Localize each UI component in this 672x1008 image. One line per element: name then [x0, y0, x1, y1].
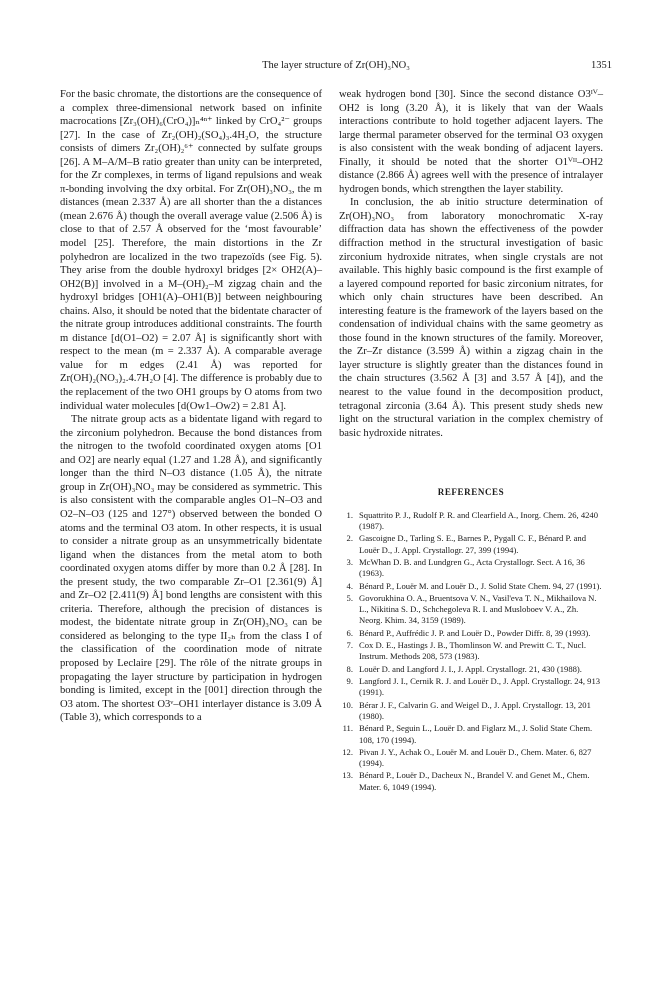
reference-text: Govorukhina O. A., Bruentsova V. N., Vasil'eva T. N., Mikhailova N. L., Nikitina S. D., Schchegoleva R. I. and Musloboev V. A., Zh. Neorg. Khim. 34, 3159 (1989).: [359, 592, 597, 626]
reference-item: [339, 676, 603, 698]
reference-item: [339, 664, 603, 675]
reference-text: Langford J. I., Cernik R. J. and Louër D., J. Appl. Crystallogr. 24, 913 (1991).: [359, 676, 601, 698]
reference-text: Louër D. and Langford J. I., J. Appl. Crystallogr. 21, 430 (1988).: [359, 663, 582, 674]
paragraph-distortions: For the basic chromate, the distortions are the consequence of a complex three-dimensional network based on infinite macrocations [Zr₃(OH)₆(CrO₄)]ₙ⁴ⁿ⁺ linked by CrO₄²⁻ groups [27]. In the case of Zr₂(OH)₂(SO₄)₃.4H₂O, the structure consists of dimers Zr₂(OH)₂⁶⁺ connected by sulfate groups [26]. A M–A/M–B ratio greater than unity can be interpreted, for the Zr complexes, in terms of ligand repulsions and weak π-bonding involving the dxy orbital. For Zr(OH)₃NO₃, the m distances (mean 2.337 Å) are all shorter than the a distances (mean 2.676 Å) though the overall average value (2.506 Å) is close to that of 2.57 Å observed for the ‘most favourable’ model [25]. Therefore, the main distortions in the Zr polyhedron are localized in the two trapezoïds (see Fig. 5). They arise from the double hydroxyl bridges [2× OH2(A)–OH2(B)] involved in a M–(OH)₂–M zigzag chain and the hydroxyl bridges [OH1(A)–OH1(B)] between neighbouring chains. Also, it should be noted that the bidentate character of the nitrate group introduces additional constraints. The fourth m distance [d(O1–O2) = 2.07 Å] is significantly short with respect to the mean (m = 2.337 Å). A comparable average value for m edges (2.41 Å) was reported for Zr(OH)₂(NO₃)₂.4.7H₂O [4]. The difference is probably due to the replacement of the two OH1 groups by O atoms from two individual water molecules [d(Ow1–Ow2) = 2.81 Å].: [60, 89, 322, 412]
reference-number: 11.: [342, 723, 353, 734]
references-list: [339, 510, 603, 793]
reference-number: 5.: [346, 592, 353, 603]
running-title: The layer structure of Zr(OH)₃NO₃: [262, 60, 410, 71]
right-column: [339, 88, 603, 794]
reference-text: Bénard P., Louër M. and Louër D., J. Solid State Chem. 94, 27 (1991).: [359, 580, 602, 591]
reference-item: [339, 747, 603, 769]
reference-text: Bénard P., Seguin L., Louër D. and Figlarz M., J. Solid State Chem. 108, 170 (1994).: [359, 723, 593, 745]
reference-number: 7.: [346, 640, 353, 651]
reference-text: Bénard P., Auffrédic J. P. and Louër D., Powder Diffr. 8, 39 (1993).: [359, 627, 591, 638]
reference-number: 1.: [346, 509, 353, 520]
reference-number: 9.: [346, 676, 353, 687]
reference-item: [339, 593, 603, 627]
reference-item: [339, 770, 603, 792]
reference-text: Pivan J. Y., Achak O., Louër M. and Louër D., Chem. Mater. 6, 827 (1994).: [359, 746, 592, 769]
reference-number: 6.: [346, 627, 353, 638]
paragraph-conclusion: In conclusion, the ab initio structure determination of Zr(OH)₃NO₃ from laboratory monochromatic X-ray diffraction data has shown the effectiveness of the powder diffraction method in the structural investigation of basic zirconium hydroxide nitrates, when single crystals are not available. This highly basic compound is the first example of a layered compound reported for basic zirconium nitrates, for which only chain structures have been described. An interesting feature is the framework of the layers based on the condensation of individual chains with the same geometry as those found in the known structures of the family. Moreover, the Zr–Zr distance (3.599 Å) within a zigzag chain in the layer structure is slightly greater than the distances found in the chain structures (3.562 Å [3] and 3.57 Å [4]), and the nearest to the value found in the decomposition product, tetragonal zirconia (3.64 Å). This present study sheds new light on the structural variation in the complex chemistry of basic hydroxide nitrates.: [339, 197, 603, 439]
page-number: 1351: [591, 60, 612, 71]
reference-text: Squattrito P. J., Rudolf P. R. and Clearfield A., Inorg. Chem. 26, 4240 (1987).: [359, 509, 599, 531]
reference-text: McWhan D. B. and Lundgren G., Acta Crystallogr. Sect. A 16, 36 (1963).: [359, 556, 585, 579]
reference-number: 10.: [342, 699, 353, 710]
reference-number: 2.: [346, 533, 353, 544]
reference-number: 12.: [342, 746, 353, 757]
reference-item: [339, 723, 603, 745]
reference-text: Bénard P., Louër D., Dacheux N., Brandel V. and Genet M., Chem. Mater. 6, 1049 (1994).: [359, 770, 590, 792]
reference-item: [339, 640, 603, 662]
reference-item: [339, 628, 603, 639]
reference-number: 4.: [346, 580, 353, 591]
reference-text: Cox D. E., Hastings J. B., Thomlinson W. and Prewitt C. T., Nucl. Instrum. Methods 208, 573 (1983).: [359, 640, 587, 662]
reference-text: Gascoigne D., Tarling S. E., Barnes P., Pygall C. F., Bénard P. and Louër D., J. Appl. Crystallogr. 27, 399 (1994).: [359, 533, 586, 555]
paragraph-nitrate-group: The nitrate group acts as a bidentate ligand with regard to the zirconium polyhedron. Because the bond distances from the nitrogen to the twofold coordinated oxygen atoms [O1 and O2] are nearly equal (1.27 and 1.28 Å), and significantly longer than the third N–O3 distance (1.05 Å), the nitrate group in Zr(OH)₃NO₃ may be considered as symmetric. This is also consistent with the comparable angles O1–N–O3 and O2–N–O3 (125 and 127°) observed between the bonded O atoms and the terminal O3 atom. In other respects, it is usual to consider a nitrate group as an unsymmetrically bidentate ligand when the distances from the metal atom to both coordinated oxygen atoms differ by more than 0.2 Å [28]. In the present study, the two comparable Zr–O1 [2.361(9) Å] and Zr–O2 [2.411(9) Å] bond lengths are consistent with this criteria. Therefore, although the precision of distances is modest, the bidentate nitrate group in Zr(OH)₃NO₃ can be considered as belonging to the type II₂ₕ from the class I of the classification of the coordination mode of nitrate proposed by Leclaire [29]. The rôle of the nitrate groups in propagating the layer structure by participation in hydrogen bonding is limited, except in the [001] direction through the O3 atom. The shortest O3ᵛ–OH1 interlayer distance is 3.09 Å (Table 3), which corresponds to a: [60, 414, 322, 724]
reference-item: [339, 581, 603, 592]
reference-item: [339, 510, 603, 532]
paragraph-hydrogen-bond: weak hydrogen bond [30]. Since the second distance O3ᴵⱽ–OH2 is long (3.20 Å), it is likely that van der Waals interactions contribute to hold together adjacent layers. The large thermal parameter observed for the terminal O3 oxygen is also consistent with the weak bonding of adjacent layers. Finally, it should be noted that the shorter O1ⱽᴵᴵ–OH2 distance (2.866 Å) agrees well with the presence of intralayer hydrogen bonds, which strengthen the layer stability.: [339, 89, 603, 195]
reference-text: Bérar J. F., Calvarin G. and Weigel D., J. Appl. Crystallogr. 13, 201 (1980).: [359, 699, 591, 721]
reference-number: 8.: [346, 663, 353, 674]
references-heading: REFERENCES: [437, 487, 505, 498]
left-column: [60, 88, 322, 725]
reference-item: [339, 700, 603, 722]
running-header: [60, 58, 612, 74]
reference-item: [339, 557, 603, 579]
reference-number: 3.: [346, 556, 353, 567]
reference-number: 13.: [342, 770, 353, 781]
reference-item: [339, 533, 603, 555]
